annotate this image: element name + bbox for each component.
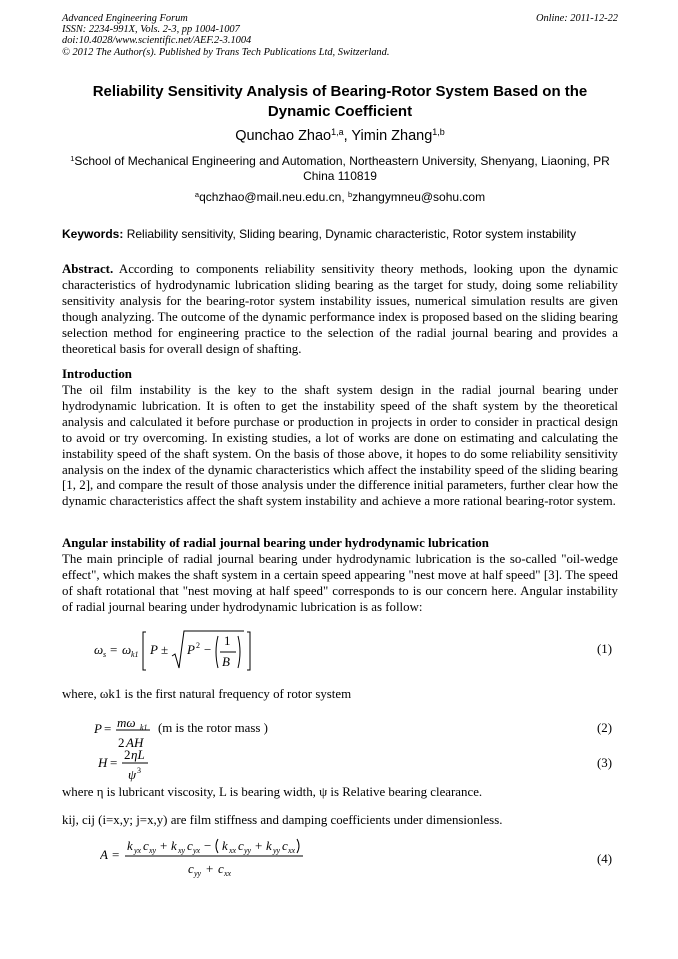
equation-number: (4) [596, 852, 612, 866]
svg-text:yy: yy [244, 846, 252, 855]
svg-text:xx: xx [229, 846, 237, 855]
svg-text:k: k [171, 838, 177, 853]
svg-text:yy: yy [194, 869, 202, 878]
coefficients-definition: kij, cij (i=x,y; j=x,y) are film stiffness and damping coefficients under dimensionless. [62, 813, 503, 827]
introduction-text: The oil film instability is the key to the shaft system design in the radial journal bearing under hydrodynamic lubrication. It is often to get the instability speed of the shaft system by the theoretical analysis and calculated it before purchase or production in projects in order to consider in practical design to avoid or try overcoming. In existing studies, a lot of works are done on estimating and calculating the instability speed of the shaft system. On the basis of those above, it hopes to do some reliability sensitivity analysis on the index of the dynamic characteristics which affect the instability speed of the sliding bearing [1, 2], and compare the result of those analysis under the difference initial parameters, further clear how the dynamic characteristics affect the shaft system instability and achieve a more rational bearing-rotor system. [62, 383, 618, 509]
svg-text:±: ± [161, 642, 169, 657]
affiliation-text: School of Mechanical Engineering and Automation, Northeastern University, Shenyang, Liaoning, PR China 110819 [74, 154, 610, 183]
equation-number: (1) [596, 642, 612, 656]
svg-text:k: k [266, 838, 272, 853]
svg-text:A: A [100, 847, 108, 862]
svg-text:s: s [103, 650, 107, 659]
svg-text:ω: ω [122, 642, 132, 657]
svg-text:ψ: ψ [128, 767, 137, 782]
svg-text:B: B [222, 654, 230, 669]
author-name: Yimin Zhang [351, 128, 433, 144]
author-sup: 1,a [331, 127, 344, 138]
svg-text:xx: xx [288, 846, 296, 855]
copyright-line: © 2012 The Author(s). Published by Trans Tech Publications Ltd, Switzerland. [62, 46, 390, 58]
where-omega-text: where, ωk1 is the first natural frequency of rotor system [62, 687, 352, 701]
svg-text:k: k [127, 838, 133, 853]
affiliation-sup: 1 [70, 153, 75, 163]
journal-name: Advanced Engineering Forum [62, 13, 188, 24]
author-line [62, 127, 618, 145]
equation-number: (3) [596, 756, 612, 770]
equation-2-note: (m is the rotor mass ) [158, 721, 268, 735]
equation-2-formula [94, 716, 160, 750]
paper-title: Reliability Sensitivity Analysis of Bearing-Rotor System Based on the Dynamic Coefficient [92, 83, 588, 120]
keywords [62, 227, 618, 242]
where-viscosity-text: where η is lubricant viscosity, L is bearing width, ψ is Relative bearing clearance. [62, 785, 483, 799]
equation-1-formula [94, 628, 254, 674]
section-heading-angular-instability: Angular instability of radial journal bearing under hydrodynamic lubrication [62, 536, 489, 550]
svg-text:2: 2 [196, 641, 200, 650]
doi-line: doi:10.4028/www.scientific.net/AEF.2-3.1004 [62, 35, 252, 47]
email-link[interactable]: zhangymneu@sohu.com [352, 190, 486, 204]
svg-text:+: + [255, 838, 263, 853]
abstract-label: Abstract. [62, 262, 114, 276]
svg-text:3: 3 [137, 766, 141, 775]
equation-1 [94, 628, 254, 677]
author-name: Qunchao Zhao [235, 128, 332, 144]
svg-text:−: − [204, 642, 212, 657]
svg-text:xy: xy [178, 846, 186, 855]
svg-text:=: = [110, 755, 118, 770]
issn-line: ISSN: 2234-991X, Vols. 2-3, pp 1004-1007 [62, 24, 240, 36]
svg-text:ηL: ηL [131, 748, 145, 762]
svg-text:H: H [98, 755, 108, 770]
abstract-text: According to components reliability sensitivity theory methods, looking upon the dynamic characteristics of hydrodynamic lubrication sliding bearing as the target for study, doing some reliability sensitivity analysis for the bearing-rotor system instability issues, numerical simulation results are given though analyzing. The outcome of the dynamic performance index is proposed based on the sliding bearing selection method for engineering practice to the selection of the radial journal bearing and provides a theoretical basis for overall design of shafting. [62, 262, 618, 356]
email-sup: a [194, 189, 200, 199]
equation-4-formula [100, 838, 310, 878]
svg-text:k1: k1 [140, 723, 148, 732]
svg-text:AH: AH [126, 735, 144, 750]
section-heading-introduction: Introduction [62, 367, 132, 381]
svg-text:mω: mω [117, 716, 136, 730]
svg-text:c: c [218, 861, 224, 876]
svg-text:=: = [110, 642, 118, 657]
author-sup: 1,b [432, 127, 445, 138]
equation-3 [98, 748, 158, 785]
keywords-text: Reliability sensitivity, Sliding bearing, Dynamic characteristic, Rotor system instability [126, 227, 576, 241]
email-separator: , [341, 190, 349, 204]
online-date: Online: 2011-12-22 [535, 13, 618, 24]
svg-text:ω: ω [94, 642, 104, 657]
equation-3-formula [98, 748, 158, 782]
svg-text:P: P [187, 642, 195, 657]
equation-4 [100, 838, 310, 881]
svg-text:=: = [112, 847, 120, 862]
email-line [62, 190, 618, 205]
svg-text:−: − [204, 838, 212, 853]
svg-text:c: c [143, 838, 149, 853]
svg-text:yx: yx [193, 846, 201, 855]
svg-text:k: k [222, 838, 228, 853]
svg-text:yy: yy [273, 846, 281, 855]
author-separator: , [343, 128, 352, 144]
svg-text:c: c [188, 861, 194, 876]
affiliation [62, 154, 618, 184]
email-sup: b [348, 189, 353, 199]
journal-header [62, 13, 618, 58]
svg-text:yx: yx [134, 846, 142, 855]
svg-text:2: 2 [118, 735, 125, 750]
svg-text:1: 1 [224, 633, 231, 648]
section-angular-instability-text: The main principle of radial journal bearing under hydrodynamic lubrication is the so-called "oil-wedge effect", which makes the shaft system in a certain speed appearing "nest move at half speed" [3]. The speed of shaft rotational that "nest moving at half speed" corresponds to is our concern here. Angular instability of radial journal bearing under hydrodynamic lubrication is as follow: [62, 552, 618, 614]
svg-text:+: + [206, 861, 214, 876]
svg-text:+: + [160, 838, 168, 853]
svg-text:c: c [187, 838, 193, 853]
svg-text:xy: xy [149, 846, 157, 855]
svg-text:k1: k1 [131, 650, 139, 659]
svg-text:P: P [94, 721, 102, 736]
email-link[interactable]: qchzhao@mail.neu.edu.cn [199, 190, 342, 204]
svg-text:xx: xx [224, 869, 232, 878]
equation-number: (2) [596, 721, 612, 735]
svg-text:P: P [150, 642, 158, 657]
svg-text:2: 2 [124, 748, 131, 762]
abstract [62, 262, 618, 357]
svg-text:=: = [104, 721, 112, 736]
svg-text:c: c [238, 838, 244, 853]
svg-text:c: c [282, 838, 288, 853]
keywords-label: Keywords: [62, 227, 124, 241]
